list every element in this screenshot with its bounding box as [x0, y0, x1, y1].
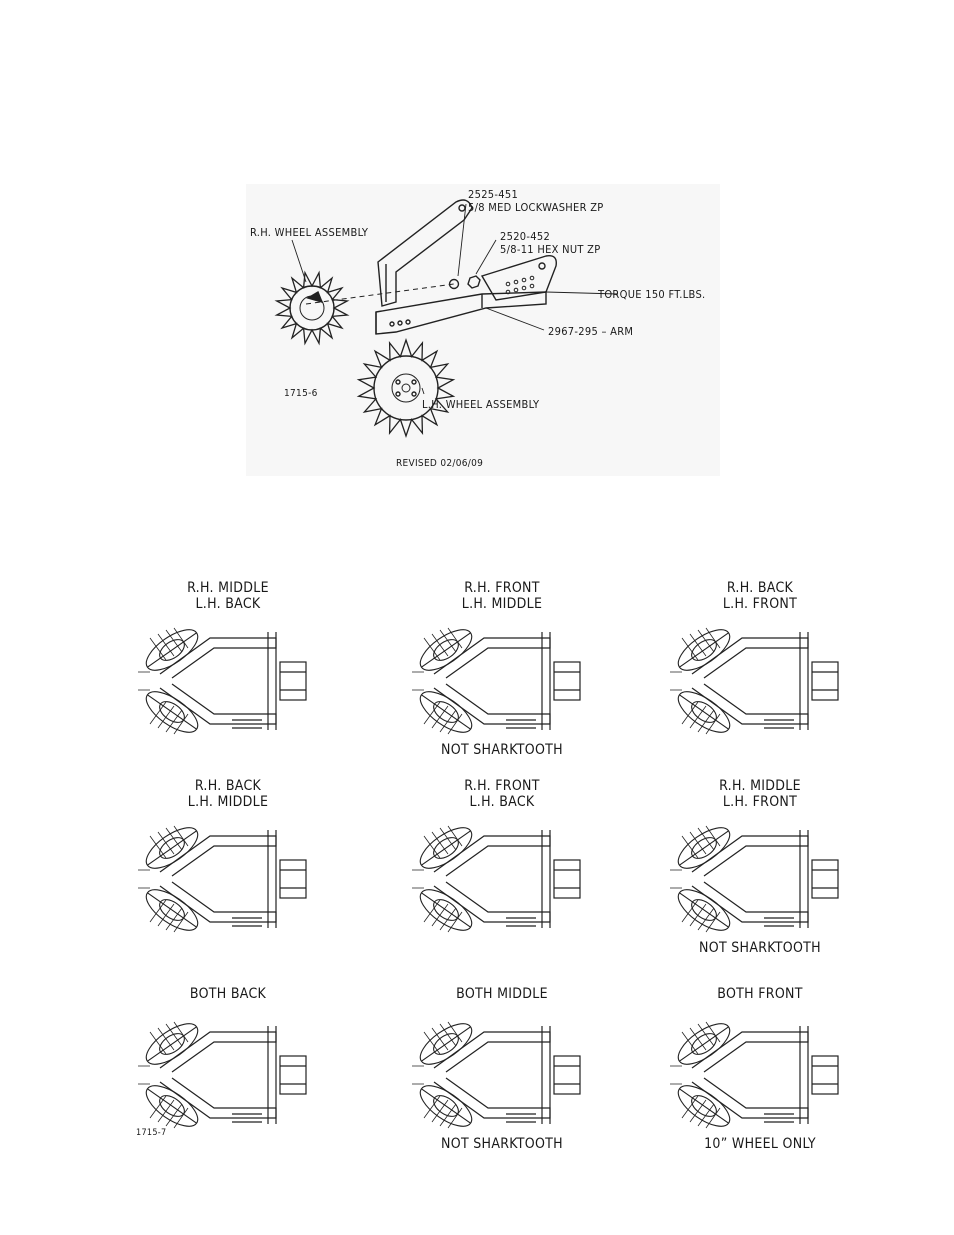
- hexnut-description: 5/8-11 HEX NUT ZP: [500, 243, 601, 256]
- position-title-line1: R.H. BACK: [726, 580, 794, 596]
- position-diagram: [660, 984, 860, 1154]
- position-title-line1: R.H. FRONT: [464, 580, 540, 596]
- position-title-line2: L.H. BACK: [195, 596, 261, 612]
- position-note: NOT SHARKTOOTH: [441, 742, 563, 758]
- wheel-teeth: [277, 273, 348, 344]
- position-title-line2: L.H. FRONT: [722, 794, 798, 810]
- wheel-teeth: [359, 340, 454, 436]
- torque-callout: TORQUE 150 FT.LBS.: [598, 288, 706, 301]
- position-diagram: [128, 776, 328, 946]
- wheel-pair-drawing: [660, 1010, 860, 1140]
- position-title-line2: L.H. MIDDLE: [187, 794, 269, 810]
- position-diagram: [660, 578, 860, 748]
- lockwasher-part-number: 2525-451: [468, 188, 519, 201]
- wheel-pair-drawing: [402, 1010, 602, 1140]
- position-title-line2: L.H. MIDDLE: [461, 596, 543, 612]
- position-title-line1: BOTH FRONT: [717, 986, 803, 1002]
- bottom-figure-number: 1715-7: [136, 1128, 167, 1138]
- wheel-pair-drawing: [128, 1010, 328, 1140]
- figure-number: 1715-6: [284, 388, 318, 399]
- position-title-line1: R.H. MIDDLE: [187, 580, 269, 596]
- position-title-line1: BOTH MIDDLE: [456, 986, 548, 1002]
- revision-note: REVISED 02/06/09: [396, 458, 484, 469]
- lh-wheel-assembly-label: L.H. WHEEL ASSEMBLY: [422, 398, 540, 411]
- position-title-line1: BOTH BACK: [189, 986, 267, 1002]
- position-note: NOT SHARKTOOTH: [441, 1136, 563, 1152]
- lockwasher-description: 5/8 MED LOCKWASHER ZP: [468, 201, 604, 214]
- wheel-pair-drawing: [660, 616, 860, 746]
- position-diagram: [402, 776, 602, 946]
- position-note: 10” WHEEL ONLY: [704, 1136, 816, 1152]
- rh-wheel-assembly-label: R.H. WHEEL ASSEMBLY: [250, 226, 369, 239]
- position-title-line2: L.H. BACK: [469, 794, 535, 810]
- position-note: NOT SHARKTOOTH: [699, 940, 821, 956]
- position-diagram: [660, 776, 860, 956]
- arm-callout: 2967-295 – ARM: [548, 325, 634, 338]
- position-title-line1: R.H. BACK: [194, 778, 262, 794]
- wheel-pair-drawing: [128, 814, 328, 944]
- position-diagram: [402, 984, 602, 1154]
- position-diagram: [402, 578, 602, 758]
- wheel-pair-drawing: [660, 814, 860, 944]
- hexnut-part-number: 2520-452: [500, 230, 551, 243]
- position-diagram: [128, 578, 328, 748]
- wheel-pair-drawing: [128, 616, 328, 746]
- exploded-view-figure: [246, 184, 720, 476]
- wheel-pair-drawing: [402, 616, 602, 746]
- position-title-line1: R.H. MIDDLE: [719, 778, 801, 794]
- wheel-pair-drawing: [402, 814, 602, 944]
- position-title-line2: L.H. FRONT: [722, 596, 798, 612]
- position-title-line1: R.H. FRONT: [464, 778, 540, 794]
